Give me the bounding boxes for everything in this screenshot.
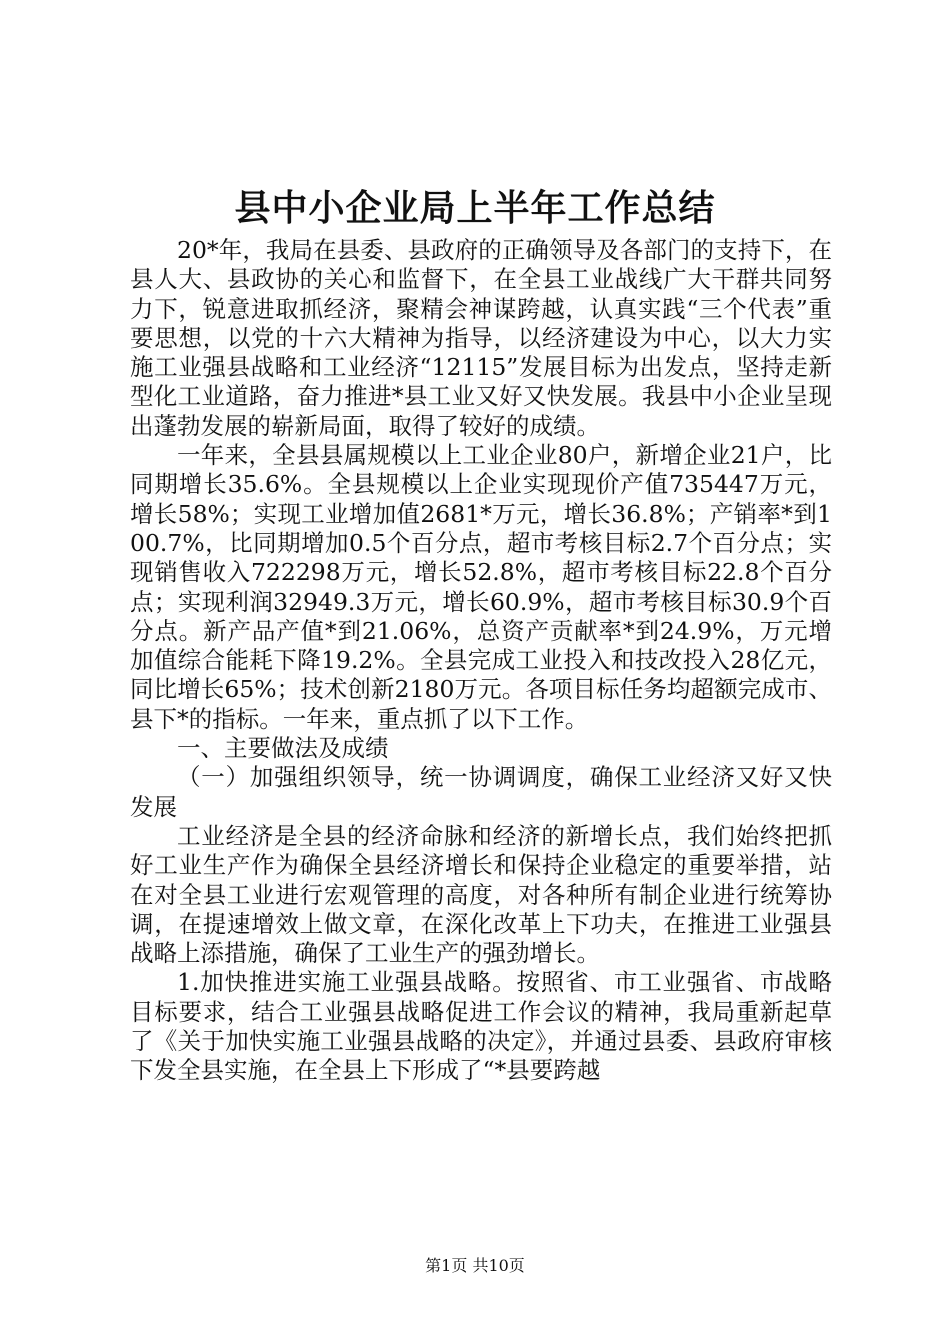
section-heading-main-practices: 一、主要做法及成绩	[177, 734, 389, 763]
document-body	[130, 236, 832, 1086]
document-title: 县中小企业局上半年工作总结	[234, 187, 716, 229]
paragraph-intro: 20*年，我局在县委、县政府的正确领导及各部门的支持下，在县人大、县政协的关心和监督下，在全县工业战线广大干群共同努力下，锐意进取抓经济，聚精会神谋跨越，认真实践“三个代表”重要思想，以党的十六大精神为指导，以经济建设为中心，以大力实施工业强县战略和工业经济“12115”发展目标为出发点，坚持走新型化工业道路，奋力推进*县工业又好又快发展。我县中小企业呈现出蓬勃发展的崭新局面，取得了较好的成绩。	[130, 236, 832, 440]
paragraph-strategy-item-1: 1.加快推进实施工业强县战略。按照省、市工业强省、市战略目标要求，结合工业强县战略促进工作会议的精神，我局重新起草了《关于加快实施工业强县战略的决定》，并通过县委、县政府审核下发全县实施，在全县上下形成了“*县要跨越	[130, 968, 832, 1085]
paragraph-industrial-economy: 工业经济是全县的经济命脉和经济的新增长点，我们始终把抓好工业生产作为确保全县经济增长和保持企业稳定的重要举措，站在对全县工业进行宏观管理的高度，对各种所有制企业进行统筹协调，在提速增效上做文章，在深化改革上下功夫，在推进工业强县战略上添措施，确保了工业生产的强劲增长。	[130, 821, 832, 968]
paragraph-statistics: 一年来，全县县属规模以上工业企业80户，新增企业21户，比同期增长35.6%。全县规模以上企业实现现价产值735447万元，增长58%；实现工业增加值2681*万元，增长36.8%；产销率*到100.7%，比同期增加0.5个百分点，超市考核目标2.7个百分点；实现销售收入722298万元，增长52.8%，超市考核目标22.8个百分点；实现利润32949.3万元，增长60.9%，超市考核目标30.9个百分点。新产品产值*到21.06%，总资产贡献率*到24.9%，万元增加值综合能耗下降19.2%。全县完成工业投入和技改投入28亿元，同比增长65%；技术创新2180万元。各项目标任务均超额完成市、县下*的指标。一年来，重点抓了以下工作。	[130, 441, 832, 733]
subsection-heading-organization: （一）加强组织领导，统一协调调度，确保工业经济又好又快发展	[130, 763, 832, 821]
page-footer: 第1页 共10页	[425, 1256, 525, 1275]
